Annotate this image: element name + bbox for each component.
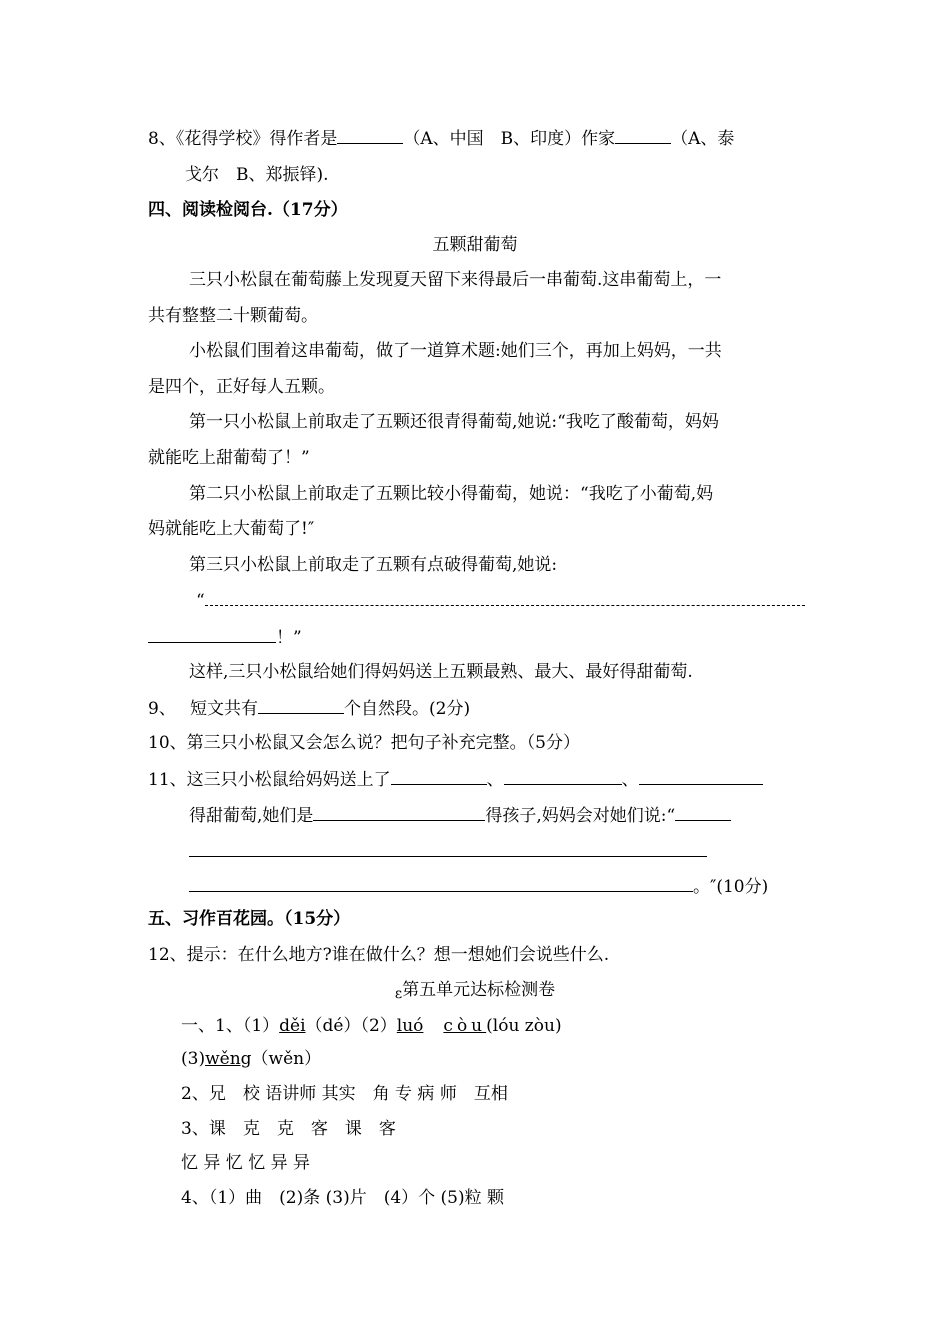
answer-3-line2: 忆 异 忆 忆 异 异 xyxy=(181,1153,311,1173)
stray-mark: ε xyxy=(394,986,403,1002)
story-paragraph-2: 小松鼠们围着这串葡萄，做了一道算术题:她们三个，再加上妈妈，一共 xyxy=(189,341,722,361)
answer-blank[interactable] xyxy=(258,695,344,714)
story-paragraph-4: 第二只小松鼠上前取走了五颗比较小得葡萄，她说：“我吃了小葡萄,妈 xyxy=(189,484,714,504)
answer-blank[interactable] xyxy=(148,624,276,643)
answer-blank[interactable] xyxy=(391,766,487,785)
pinyin-answer: wěng xyxy=(205,1049,252,1069)
question-11-line4 xyxy=(189,873,768,897)
question-12: 12、提示：在什么地方?谁在做什么？想一想她们会说些什么. xyxy=(148,945,610,965)
quote-line-1 xyxy=(196,589,805,613)
pinyin-answer: còu xyxy=(443,1016,487,1036)
question-11-line2 xyxy=(189,802,731,826)
story-paragraph-1: 三只小松鼠在葡萄藤上发现夏天留下来得最后一串葡萄.这串葡萄上，一 xyxy=(189,270,722,290)
answer-1-line2 xyxy=(181,1047,321,1071)
close-quote: ！” xyxy=(276,628,302,648)
answer-blank[interactable] xyxy=(504,766,622,785)
story-paragraph-5: 第三只小松鼠上前取走了五颗有点破得葡萄,她说: xyxy=(189,555,558,575)
story-paragraph-3-cont: 就能吃上甜葡萄了！” xyxy=(148,448,310,468)
question-number: 8、 xyxy=(148,129,176,149)
question-text: 11、这三只小松鼠给妈妈送上了 xyxy=(148,770,391,790)
question-text: 。″(10分) xyxy=(693,877,769,897)
pinyin-text: （wěn） xyxy=(251,1049,322,1069)
question-10: 10、第三只小松鼠又会怎么说？把句子补充完整。（5分） xyxy=(148,733,580,753)
question-text: （A、泰 xyxy=(671,129,735,149)
section-5-heading: 五、习作百花园。（15分） xyxy=(148,909,351,929)
question-9 xyxy=(148,695,470,719)
question-text: 短文共有 xyxy=(190,699,258,719)
section-4-heading: 四、阅读检阅台.（17分） xyxy=(148,200,348,220)
question-8-line1 xyxy=(148,125,734,149)
question-text: 个自然段。(2分) xyxy=(344,699,471,719)
answer-blank[interactable] xyxy=(337,125,403,144)
answer-key-title xyxy=(0,978,950,1003)
answer-3-line1: 3、课 克 克 客 课 客 xyxy=(181,1119,396,1139)
answer-key-title-text: 第五单元达标检测卷 xyxy=(402,980,556,1000)
story-paragraph-1-cont: 共有整整二十颗葡萄。 xyxy=(148,306,318,326)
question-text: 得甜葡萄,她们是 xyxy=(189,806,314,826)
pinyin-text: （dé）（2） xyxy=(305,1016,397,1036)
answer-blank[interactable] xyxy=(189,838,707,857)
question-number: 9、 xyxy=(148,699,176,719)
question-text: （A、中国 B、印度）作家 xyxy=(403,129,616,149)
answer-blank[interactable] xyxy=(675,802,731,821)
answer-blank[interactable] xyxy=(639,766,763,785)
open-quote: “ xyxy=(196,591,205,611)
separator: 、 xyxy=(621,770,639,790)
pinyin-answer: děi xyxy=(279,1016,306,1036)
question-text: 得孩子,妈妈会对她们说:“ xyxy=(485,806,676,826)
answer-2: 2、兄 校 语讲师 其实 角 专 病 师 互相 xyxy=(181,1084,508,1104)
question-8-line2: 戈尔 B、郑振铎). xyxy=(185,165,329,185)
pinyin-text: (lóu zòu) xyxy=(486,1016,562,1036)
question-11-line3 xyxy=(189,838,707,862)
question-11-line1 xyxy=(148,766,763,790)
answer-blank[interactable] xyxy=(313,802,485,821)
quote-line-2 xyxy=(148,624,302,648)
answer-dashed-blank[interactable] xyxy=(205,591,805,606)
story-paragraph-3: 第一只小松鼠上前取走了五颗还很青得葡萄,她说:“我吃了酸葡萄，妈妈 xyxy=(189,412,719,432)
question-text: 《花得学校》得作者是 xyxy=(175,129,338,149)
story-paragraph-6: 这样,三只小松鼠给她们得妈妈送上五颗最熟、最大、最好得甜葡萄. xyxy=(189,662,693,682)
answer-label: 一、1、（1） xyxy=(181,1016,280,1036)
story-paragraph-4-cont: 妈就能吃上大葡萄了!″ xyxy=(148,519,315,539)
answer-blank[interactable] xyxy=(189,873,693,892)
answer-blank[interactable] xyxy=(615,125,671,144)
pinyin-answer: luó xyxy=(396,1016,424,1036)
story-paragraph-2-cont: 是四个，正好每人五颗。 xyxy=(148,377,335,397)
answer-1-line1 xyxy=(181,1014,562,1038)
answer-label: (3) xyxy=(181,1049,206,1069)
separator: 、 xyxy=(486,770,504,790)
answer-4: 4、（1）曲 (2)条 (3)片 (4）个 (5)粒 颗 xyxy=(181,1188,505,1208)
story-title: 五颗甜葡萄 xyxy=(432,235,518,255)
